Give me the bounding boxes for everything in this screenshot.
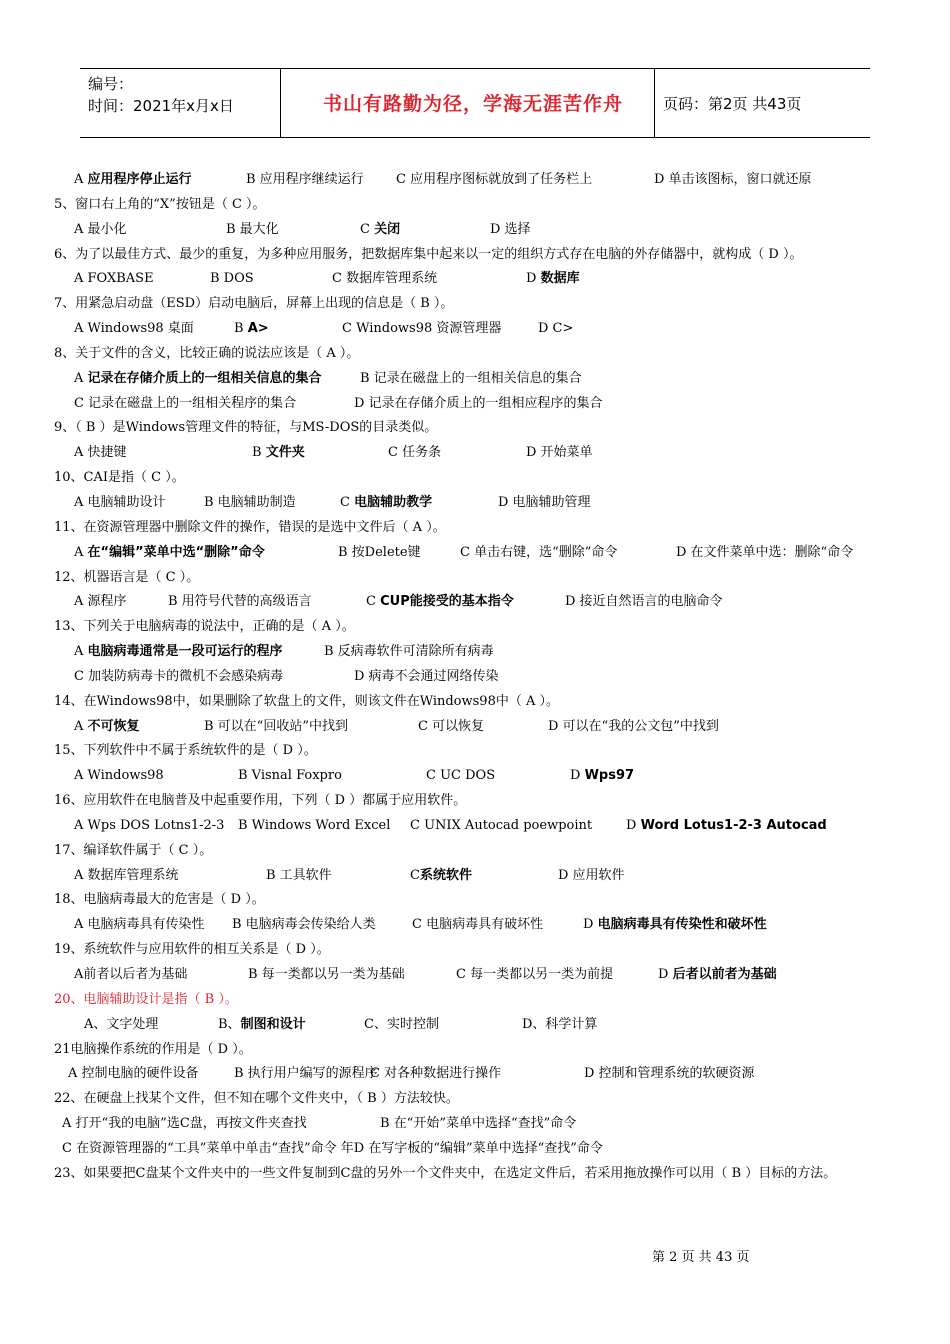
option-row bbox=[54, 764, 904, 789]
option-letter: A Wps DOS Lotns1-2-3 bbox=[74, 817, 225, 833]
option-row bbox=[54, 491, 904, 516]
answer-option bbox=[360, 218, 400, 243]
answer-option bbox=[238, 814, 390, 839]
answer-option bbox=[584, 1062, 755, 1087]
answer-option bbox=[74, 168, 192, 193]
answer-option bbox=[583, 913, 767, 938]
question-text: 11、在资源管理器中删除文件的操作，错误的是选中文件后（ A ）。 bbox=[54, 519, 446, 535]
option-row bbox=[54, 590, 904, 615]
option-row bbox=[54, 541, 904, 566]
option-letter: C、实时控制 bbox=[364, 1016, 439, 1032]
option-letter: A 源程序 bbox=[74, 594, 127, 610]
correct-answer-text: 关闭 bbox=[374, 221, 401, 237]
answer-option bbox=[426, 764, 495, 789]
answer-option bbox=[658, 963, 777, 988]
option-row bbox=[54, 963, 904, 988]
answer-option bbox=[62, 1112, 307, 1137]
correct-answer-text: 制图和设计 bbox=[240, 1016, 306, 1032]
option-letter: B 每一类都以另一类为基础 bbox=[248, 967, 405, 982]
option-row bbox=[54, 168, 904, 193]
question-stem bbox=[54, 690, 904, 715]
answer-option bbox=[248, 963, 405, 988]
question-stem bbox=[54, 566, 904, 591]
option-letter: C 数据库管理系统 bbox=[332, 271, 438, 287]
option-letter: C UNIX Autocad poewpoint bbox=[410, 817, 593, 833]
question-text: 23、如果要把C盘某个文件夹中的一些文件复制到C盘的另外一个文件夹中，在选定文件后，若采用拖放操作可以用（ B ）目标的方法。 bbox=[54, 1165, 837, 1181]
question-text: 16、应用软件在电脑普及中起重要作用，下列（ D ）都属于应用软件。 bbox=[54, 793, 467, 809]
question-stem bbox=[54, 888, 904, 913]
correct-answer-text: CUP能接受的基本指令 bbox=[380, 594, 514, 610]
option-letter: A bbox=[74, 718, 88, 734]
correct-answer-text: 应用程序停止运行 bbox=[87, 172, 192, 187]
correct-answer-text: Wps97 bbox=[584, 768, 635, 784]
answer-option bbox=[74, 715, 140, 740]
header-divider bbox=[280, 69, 281, 137]
question-stem bbox=[54, 938, 904, 963]
option-letter: A 控制电脑的硬件设备 bbox=[68, 1066, 199, 1082]
answer-option bbox=[266, 864, 332, 889]
header-motto: 书山有路勤为径，学海无涯苦作舟 bbox=[322, 93, 623, 115]
question-text: 22、在硬盘上找某个文件，但不知在哪个文件夹中，（ B ）方法较快。 bbox=[54, 1091, 459, 1107]
option-row bbox=[54, 218, 904, 243]
option-letter: A 最小化 bbox=[74, 221, 127, 237]
answer-option bbox=[84, 1013, 158, 1038]
option-letter: B 记录在磁盘上的一组相关信息的集合 bbox=[360, 370, 582, 386]
option-letter: D 单击该图标，窗口就还原 bbox=[654, 172, 812, 187]
option-letter: D 病毒不会通过网络传染 bbox=[354, 668, 499, 684]
option-letter: D 电脑辅助管理 bbox=[498, 494, 591, 510]
option-letter: B 可以在“回收站”中找到 bbox=[204, 718, 348, 734]
question-stem bbox=[54, 988, 904, 1013]
option-letter: C 在资源管理器的“工具”菜单中单击“查找”命令 年D 在写字板的“编辑”菜单中选择“查找”命令 bbox=[62, 1140, 603, 1156]
option-letter: C 对各种数据进行操作 bbox=[370, 1066, 502, 1082]
option-letter: C 加装防病毒卡的微机不会感染病毒 bbox=[74, 668, 284, 684]
option-letter: C 记录在磁盘上的一组相关程序的集合 bbox=[74, 395, 297, 411]
option-letter: D bbox=[570, 768, 585, 784]
option-row bbox=[54, 665, 904, 690]
option-row bbox=[54, 1062, 904, 1087]
option-letter: D bbox=[658, 967, 673, 982]
answer-option bbox=[204, 715, 348, 740]
option-letter: B 反病毒软件可清除所有病毒 bbox=[324, 644, 494, 660]
answer-option bbox=[396, 168, 592, 193]
answer-option bbox=[490, 218, 531, 243]
answer-option bbox=[74, 814, 224, 839]
option-row bbox=[54, 441, 904, 466]
correct-answer-text: A> bbox=[247, 321, 269, 337]
answer-option bbox=[74, 317, 194, 342]
option-letter: D 选择 bbox=[490, 221, 531, 237]
correct-answer-text: 后者以前者为基础 bbox=[672, 967, 777, 982]
answer-option bbox=[654, 168, 812, 193]
answer-option bbox=[324, 640, 494, 665]
option-letter: A 打开“我的电脑”选C盘，再按文件夹查找 bbox=[62, 1116, 307, 1132]
option-letter: B bbox=[252, 445, 266, 461]
answer-option bbox=[74, 590, 127, 615]
answer-option bbox=[626, 814, 827, 839]
option-letter: C bbox=[366, 594, 381, 610]
question-text: 20、电脑辅助设计是指（ B ）。 bbox=[54, 991, 238, 1007]
number-label: 编号： bbox=[88, 75, 134, 93]
option-row bbox=[54, 864, 904, 889]
question-text: 15、下列软件中不属于系统软件的是（ D ）。 bbox=[54, 743, 317, 759]
correct-answer-text: 数据库 bbox=[540, 271, 580, 287]
answer-option bbox=[218, 1013, 306, 1038]
answer-option bbox=[570, 764, 634, 789]
option-letter: A 电脑辅助设计 bbox=[74, 494, 166, 510]
answer-option bbox=[354, 392, 603, 417]
question-stem bbox=[54, 615, 904, 640]
question-stem bbox=[54, 739, 904, 764]
answer-option bbox=[360, 367, 582, 392]
question-text: 17、编译软件属于（ C ）。 bbox=[54, 842, 213, 858]
option-letter: A 电脑病毒具有传染性 bbox=[74, 917, 205, 933]
option-row bbox=[54, 1137, 904, 1162]
answer-option bbox=[74, 640, 283, 665]
header-meta bbox=[88, 73, 234, 117]
answer-option bbox=[410, 814, 592, 839]
question-list bbox=[54, 168, 904, 1187]
answer-option bbox=[364, 1013, 439, 1038]
question-text: 13、下列关于电脑病毒的说法中，正确的是（ A ）。 bbox=[54, 619, 355, 635]
page-header bbox=[80, 68, 870, 138]
option-row bbox=[54, 715, 904, 740]
option-letter: A前者以后者为基础 bbox=[74, 967, 188, 982]
answer-option bbox=[74, 541, 265, 566]
option-letter: B 电脑病毒会传染给人类 bbox=[232, 917, 376, 933]
option-letter: A Windows98 桌面 bbox=[74, 321, 194, 337]
answer-option bbox=[62, 1137, 603, 1162]
option-row bbox=[54, 367, 904, 392]
correct-answer-text: 文件夹 bbox=[265, 445, 305, 461]
correct-answer-text: 在“编辑”菜单中选“删除”命令 bbox=[87, 544, 265, 560]
question-text: 7、用紧急启动盘（ESD）启动电脑后，屏幕上出现的信息是（ B ）。 bbox=[54, 296, 454, 312]
header-divider bbox=[654, 69, 655, 137]
option-letter: B DOS bbox=[210, 271, 254, 287]
option-letter: B bbox=[234, 321, 248, 337]
correct-answer-text: 系统软件 bbox=[419, 867, 472, 883]
answer-option bbox=[74, 367, 322, 392]
header-page-label: 页码：第2页 共43页 bbox=[663, 95, 802, 113]
question-stem bbox=[54, 342, 904, 367]
answer-option bbox=[676, 541, 853, 566]
answer-option bbox=[74, 441, 127, 466]
answer-option bbox=[342, 317, 501, 342]
question-text: 6、为了以最佳方式、最少的重复，为多种应用服务，把数据库集中起来以一定的组织方式存在电脑的外存储器中，就构成（ D ）。 bbox=[54, 246, 803, 262]
answer-option bbox=[238, 764, 342, 789]
time-label: 时间：2021年x月x日 bbox=[88, 97, 234, 115]
option-row bbox=[54, 1013, 904, 1038]
answer-option bbox=[558, 864, 625, 889]
option-letter: A Windows98 bbox=[74, 768, 164, 784]
option-letter: C 应用程序图标就放到了任务栏上 bbox=[396, 172, 593, 187]
answer-option bbox=[366, 590, 514, 615]
option-letter: A 数据库管理系统 bbox=[74, 867, 179, 883]
page-footer: 第 2 页 共 43 页 bbox=[652, 1250, 750, 1265]
option-letter: B 执行用户编写的源程序 bbox=[234, 1066, 378, 1082]
correct-answer-text: 记录在存储介质上的一组相关信息的集合 bbox=[87, 370, 322, 386]
option-row bbox=[54, 267, 904, 292]
question-text: 8、关于文件的含义，比较正确的说法应该是（ A ）。 bbox=[54, 345, 360, 361]
option-letter: B 最大化 bbox=[226, 221, 279, 237]
option-letter: C 可以恢复 bbox=[418, 718, 485, 734]
answer-option bbox=[74, 963, 187, 988]
option-letter: D 接近自然语言的电脑命令 bbox=[565, 594, 723, 610]
answer-option bbox=[168, 590, 312, 615]
question-stem bbox=[54, 292, 904, 317]
answer-option bbox=[456, 963, 613, 988]
option-letter: D C> bbox=[538, 321, 574, 337]
answer-option bbox=[204, 491, 296, 516]
question-text: 10、CAI是指（ C ）。 bbox=[54, 470, 185, 486]
option-letter: B 电脑辅助制造 bbox=[204, 494, 296, 510]
option-letter: C UC DOS bbox=[426, 768, 496, 784]
option-letter: C bbox=[340, 494, 355, 510]
option-letter: D、科学计算 bbox=[522, 1016, 598, 1032]
question-text: 12、机器语言是（ C ）。 bbox=[54, 569, 200, 585]
option-row bbox=[54, 913, 904, 938]
answer-option bbox=[370, 1062, 501, 1087]
option-letter: D 控制和管理系统的软硬资源 bbox=[584, 1066, 755, 1082]
option-letter: B 在“开始”菜单中选择“查找”命令 bbox=[380, 1116, 577, 1132]
option-letter: D 记录在存储介质上的一组相应程序的集合 bbox=[354, 395, 603, 411]
option-letter: B、 bbox=[218, 1016, 241, 1032]
answer-option bbox=[210, 267, 254, 292]
option-letter: A bbox=[74, 644, 88, 660]
answer-option bbox=[338, 541, 421, 566]
option-letter: D 开始菜单 bbox=[526, 445, 593, 461]
question-stem bbox=[54, 789, 904, 814]
question-text: 9、（ B ）是Windows管理文件的特征，与MS-DOS的目录类似。 bbox=[54, 420, 438, 436]
option-letter: C 任务条 bbox=[388, 445, 442, 461]
answer-option bbox=[252, 441, 305, 466]
option-letter: B Visnal Foxpro bbox=[238, 768, 342, 784]
correct-answer-text: Word Lotus1-2-3 Autocad bbox=[640, 817, 827, 833]
option-letter: C bbox=[360, 221, 375, 237]
answer-option bbox=[354, 665, 499, 690]
option-letter: B 用符号代替的高级语言 bbox=[168, 594, 312, 610]
answer-option bbox=[74, 267, 154, 292]
option-letter: A、文字处理 bbox=[84, 1016, 159, 1032]
option-row bbox=[54, 814, 904, 839]
answer-option bbox=[74, 665, 283, 690]
option-letter: C Windows98 资源管理器 bbox=[342, 321, 502, 337]
question-stem bbox=[54, 193, 904, 218]
answer-option bbox=[74, 913, 205, 938]
question-stem bbox=[54, 243, 904, 268]
answer-option bbox=[74, 491, 166, 516]
option-row bbox=[54, 317, 904, 342]
question-stem bbox=[54, 416, 904, 441]
answer-option bbox=[74, 392, 296, 417]
option-letter: B Windows Word Excel bbox=[238, 817, 391, 833]
option-letter: A bbox=[74, 172, 88, 187]
answer-option bbox=[74, 864, 179, 889]
question-stem bbox=[54, 839, 904, 864]
answer-option bbox=[246, 168, 364, 193]
option-letter: D 在文件菜单中选：删除“命令 bbox=[676, 544, 854, 560]
question-text: 21电脑操作系统的作用是（ D ）。 bbox=[54, 1041, 252, 1057]
question-stem bbox=[54, 1087, 904, 1112]
option-letter: D 可以在“我的公文包”中找到 bbox=[548, 718, 719, 734]
option-letter: A bbox=[74, 370, 88, 386]
option-letter: D bbox=[626, 817, 641, 833]
option-letter: C bbox=[410, 867, 420, 883]
correct-answer-text: 不可恢复 bbox=[87, 718, 140, 734]
answer-option bbox=[526, 441, 593, 466]
answer-option bbox=[74, 218, 127, 243]
option-letter: D bbox=[583, 917, 598, 933]
option-letter: D 应用软件 bbox=[558, 867, 625, 883]
answer-option bbox=[388, 441, 441, 466]
option-letter: B 应用程序继续运行 bbox=[246, 172, 364, 187]
answer-option bbox=[332, 267, 437, 292]
option-row bbox=[54, 640, 904, 665]
option-letter: D bbox=[526, 271, 541, 287]
answer-option bbox=[498, 491, 591, 516]
answer-option bbox=[340, 491, 432, 516]
question-text: 14、在Windows98中，如果删除了软盘上的文件，则该文件在Windows98中（ A ）。 bbox=[54, 693, 560, 709]
answer-option bbox=[410, 864, 472, 889]
answer-option bbox=[74, 764, 164, 789]
question-text: 18、电脑病毒最大的危害是（ D ）。 bbox=[54, 892, 265, 908]
answer-option bbox=[538, 317, 573, 342]
question-text: 19、系统软件与应用软件的相互关系是（ D ）。 bbox=[54, 942, 330, 958]
answer-option bbox=[232, 913, 376, 938]
answer-option bbox=[526, 267, 580, 292]
question-stem bbox=[54, 516, 904, 541]
answer-option bbox=[460, 541, 617, 566]
answer-option bbox=[68, 1062, 199, 1087]
option-letter: A bbox=[74, 544, 88, 560]
answer-option bbox=[412, 913, 543, 938]
option-letter: A FOXBASE bbox=[74, 271, 154, 287]
question-stem bbox=[54, 1162, 904, 1187]
question-stem bbox=[54, 466, 904, 491]
correct-answer-text: 电脑病毒具有传染性和破坏性 bbox=[597, 917, 767, 933]
option-letter: C 每一类都以另一类为前提 bbox=[456, 967, 614, 982]
answer-option bbox=[226, 218, 279, 243]
option-letter: A 快捷键 bbox=[74, 445, 127, 461]
answer-option bbox=[380, 1112, 576, 1137]
correct-answer-text: 电脑辅助教学 bbox=[354, 494, 433, 510]
option-row bbox=[54, 1112, 904, 1137]
option-letter: B 工具软件 bbox=[266, 867, 332, 883]
answer-option bbox=[234, 317, 269, 342]
answer-option bbox=[565, 590, 723, 615]
option-row bbox=[54, 392, 904, 417]
answer-option bbox=[522, 1013, 597, 1038]
correct-answer-text: 电脑病毒通常是一段可运行的程序 bbox=[87, 644, 283, 660]
option-letter: C 电脑病毒具有破坏性 bbox=[412, 917, 544, 933]
question-text: 5、窗口右上角的“X”按钮是（ C ）。 bbox=[54, 196, 266, 212]
answer-option bbox=[548, 715, 719, 740]
answer-option bbox=[418, 715, 484, 740]
option-letter: C 单击右键，选“删除”命令 bbox=[460, 544, 618, 560]
option-letter: B 按Delete键 bbox=[338, 544, 421, 560]
question-stem bbox=[54, 1038, 904, 1063]
answer-option bbox=[234, 1062, 378, 1087]
